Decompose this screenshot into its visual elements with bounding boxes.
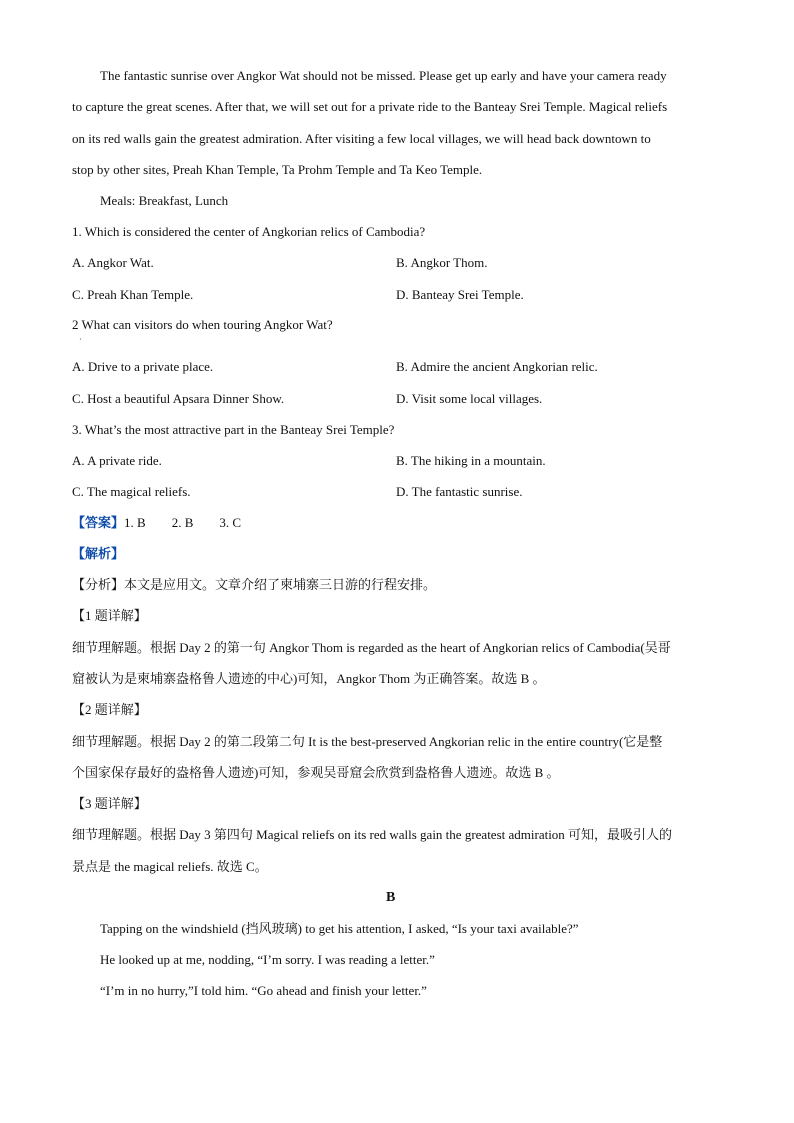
passage-b-line: “I’m in no hurry,”I told him. “Go ahead and finish your letter.”	[100, 983, 427, 998]
detail-3-line: 景点是 the magical reliefs. 故选 C。	[72, 859, 268, 874]
question-1-option-b: B. Angkor Thom.	[396, 255, 488, 270]
passage-b-line: Tapping on the windshield (挡风玻璃) to get his attention, I asked, “Is your taxi available?”	[100, 921, 579, 936]
detail-2-line: 细节理解题。根据 Day 2 的第二段第二句 It is the best-preserved Angkorian relic in the entire country(它是整	[72, 734, 663, 749]
detail-2-line: 个国家保存最好的盎格鲁人遗迹)可知，参观吴哥窟会欣赏到盎格鲁人遗迹。故选 B 。	[72, 765, 560, 780]
answer-item: 1. B	[124, 515, 146, 530]
passage-a-line: stop by other sites, Preah Khan Temple, Ta Prohm Temple and Ta Keo Temple.	[72, 162, 483, 177]
detail-1-line: 细节理解题。根据 Day 2 的第一句 Angkor Thom is regarded as the heart of Angkorian relics of Cambodia(吴哥	[72, 640, 671, 655]
answer-label: 【答案】	[72, 515, 125, 530]
analysis-summary: 【分析】本文是应用文。文章介绍了柬埔寨三日游的行程安排。	[72, 577, 437, 592]
question-2-option-c: C. Host a beautiful Apsara Dinner Show.	[72, 391, 285, 406]
meals-line: Meals: Breakfast, Lunch	[100, 193, 229, 208]
question-2-option-d: D. Visit some local villages.	[396, 391, 543, 406]
detail-1-line: 窟被认为是柬埔寨盎格鲁人遗迹的中心)可知，Angkor Thom 为正确答案。故选 B 。	[72, 671, 546, 686]
analysis-label: 【解析】	[72, 546, 125, 561]
answer-item: 2. B	[171, 515, 194, 530]
answer-item: 3. C	[219, 515, 242, 530]
question-2-stem: 2 What can visitors do when touring Angkor Wat?	[72, 317, 333, 332]
detail-1-title: 【1 题详解】	[72, 608, 147, 623]
question-2-option-b: B. Admire the ancient Angkorian relic.	[396, 359, 598, 374]
question-1-option-c: C. Preah Khan Temple.	[72, 287, 194, 302]
question-2-option-a: A. Drive to a private place.	[72, 359, 214, 374]
question-1-stem: 1. Which is considered the center of Angkorian relics of Cambodia?	[72, 224, 426, 239]
passage-a-line: on its red walls gain the greatest admiration. After visiting a few local villages, we will head back downtown to	[72, 131, 651, 146]
answer-line	[72, 514, 267, 532]
passage-a-line: The fantastic sunrise over Angkor Wat should not be missed. Please get up early and have your camera ready	[100, 68, 667, 83]
stray-dot-mark: ·	[79, 335, 82, 344]
question-3-option-d: D. The fantastic sunrise.	[396, 484, 523, 499]
passage-b-line: He looked up at me, nodding, “I’m sorry. I was reading a letter.”	[100, 952, 435, 967]
section-b-title: B	[386, 890, 396, 905]
question-3-option-a: A. A private ride.	[72, 453, 162, 468]
question-1-option-d: D. Banteay Srei Temple.	[396, 287, 524, 302]
passage-a-line: to capture the great scenes. After that, we will set out for a private ride to the Banteay Srei Temple. Magical reliefs	[72, 99, 668, 114]
detail-3-line: 细节理解题。根据 Day 3 第四句 Magical reliefs on its red walls gain the greatest admiration 可知，最吸引人的	[72, 827, 673, 842]
question-1-option-a: A. Angkor Wat.	[72, 255, 154, 270]
detail-3-title: 【3 题详解】	[72, 796, 147, 811]
detail-2-title: 【2 题详解】	[72, 702, 147, 717]
question-3-stem: 3. What’s the most attractive part in the Banteay Srei Temple?	[72, 422, 395, 437]
question-3-option-b: B. The hiking in a mountain.	[396, 453, 546, 468]
question-3-option-c: C. The magical reliefs.	[72, 484, 191, 499]
